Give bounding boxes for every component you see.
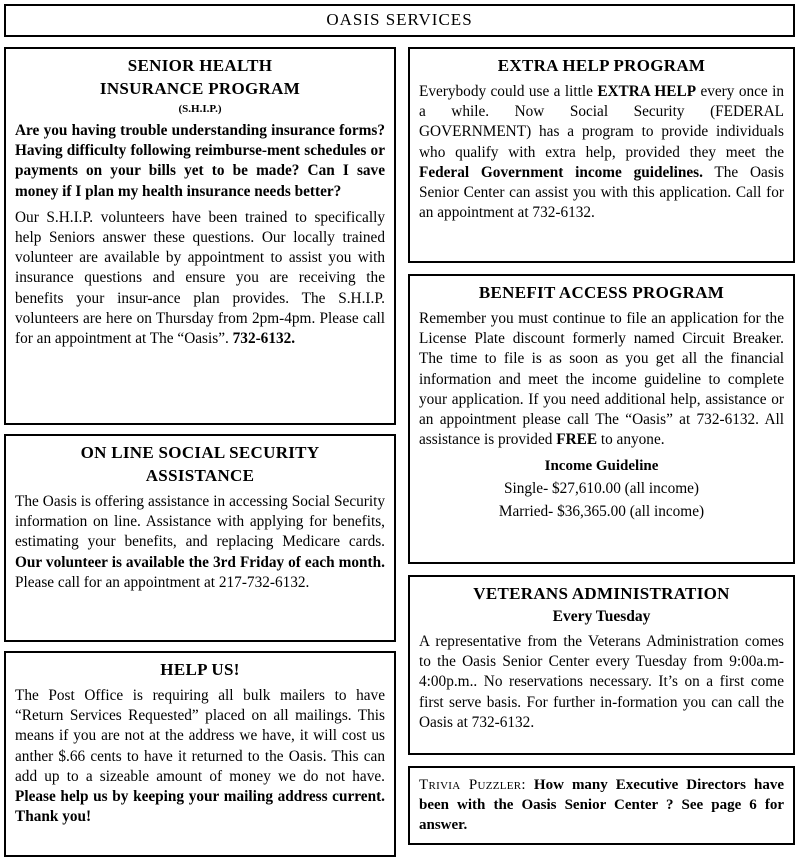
text-run: FREE bbox=[556, 431, 598, 449]
text-run: Are you having trouble understanding insurance forms? Having difficulty following reimburse-ment schedules or payments on your bills yet to be made? Can I save money if I plan my health insurance needs better? bbox=[15, 122, 385, 200]
section-title-extra-help: EXTRA HELP PROGRAM bbox=[497, 56, 706, 75]
section-trivia-puzzler bbox=[408, 766, 795, 845]
extra-help-paragraph bbox=[419, 82, 784, 223]
section-title-veterans: VETERANS ADMINISTRATION bbox=[473, 584, 730, 603]
help-us-paragraph bbox=[15, 686, 385, 827]
trivia-paragraph bbox=[419, 776, 784, 835]
text-run: Everybody could use a little bbox=[419, 83, 598, 100]
section-title-social-security bbox=[15, 443, 385, 486]
title-line-1: ON LINE SOCIAL SECURITY bbox=[80, 443, 320, 462]
benefit-access-paragraph bbox=[419, 309, 784, 450]
income-guideline-single: Single- $27,610.00 (all income) bbox=[504, 480, 699, 498]
veterans-paragraph bbox=[419, 632, 784, 733]
text-run: The Post Office is requiring all bulk mailers to have “Return Services Requested” placed on all mailings. This means if you are not at the address we have, it will cost us anther $.66 cents to have it returned to the Oasis. This can add up to a sizeable amount of money we do not have. bbox=[15, 687, 385, 785]
section-subtitle-ship: (S.H.I.P.) bbox=[178, 103, 222, 115]
right-column bbox=[408, 47, 795, 845]
text-run: Please help us by keeping your mailing address current. Thank you! bbox=[15, 787, 385, 826]
text-run: A representative from the Veterans Administration comes to the Oasis Senior Center every Tuesday from 9:00a.m-4:00p.m.. No reservations necessary. It’s on a first come first serve basis. For further in-formation you can call the Oasis at 732-6132. bbox=[419, 633, 784, 731]
text-run: to anyone. bbox=[597, 431, 665, 449]
content-columns bbox=[4, 47, 795, 857]
income-guideline-married: Married- $36,365.00 (all income) bbox=[498, 503, 705, 521]
page-header bbox=[4, 4, 795, 37]
income-guideline-title: Income Guideline bbox=[544, 458, 659, 475]
section-benefit-access bbox=[408, 274, 795, 564]
section-title-benefit-access: BENEFIT ACCESS PROGRAM bbox=[478, 283, 725, 302]
text-run: every once in a while. Now Social Security (FEDERAL GOVERNMENT) has a program to provide individuals who qualify with extra help, provided they meet the bbox=[419, 83, 784, 161]
section-help-us bbox=[4, 651, 396, 857]
text-run: The Oasis Senior Center can assist you with this application. Call for an appointment at 732-6132. bbox=[419, 163, 784, 222]
text-run: The Oasis is offering assistance in accessing Social Security information on line. Assistance with applying for benefits, estimating your benefits, and replacing Medicare cards. bbox=[15, 493, 385, 551]
text-run: Our volunteer is available the 3rd Friday of each month. bbox=[15, 553, 385, 571]
section-social-security bbox=[4, 434, 396, 642]
text-run: Our S.H.I.P. volunteers have been trained to specifically help Seniors answer these questions. Our locally trained volunteer are available by appointment to assist you with insurance questions and ensure you are receiving the benefits your insur-ance plan provides. The S.H.I.P. volunteers are here on Thursday from 2pm-4pm. Please call for an appointment at The “Oasis”. bbox=[15, 208, 385, 347]
ship-body-paragraph bbox=[15, 208, 385, 349]
social-security-paragraph bbox=[15, 492, 385, 593]
text-run: 732-6132. bbox=[232, 329, 296, 347]
title-line-2: ASSISTANCE bbox=[145, 466, 255, 485]
section-senior-health-insurance bbox=[4, 47, 396, 425]
section-title-ship bbox=[15, 56, 385, 99]
text-run: How many Executive Directors have been with the Oasis Senior Center ? See page 6 for answer. bbox=[419, 777, 784, 833]
section-extra-help bbox=[408, 47, 795, 263]
text-run: Remember you must continue to file an application for the License Plate discount formerly named Circuit Breaker. The time to file is as soon as you get all the financial information and meet the income guideline to complete your application. If you need additional help, assistance or an appointment please call The “Oasis” at 732-6132. All assistance is provided bbox=[419, 310, 784, 449]
ship-intro-paragraph bbox=[15, 121, 385, 202]
veterans-subtitle: Every Tuesday bbox=[552, 608, 651, 625]
text-run: Federal Government income guidelines. bbox=[419, 163, 703, 181]
text-run: Trivia Puzzler: bbox=[419, 777, 526, 793]
section-veterans-administration bbox=[408, 575, 795, 755]
left-column bbox=[4, 47, 396, 857]
title-line-1: SENIOR HEALTH bbox=[127, 56, 273, 75]
page-title: OASIS SERVICES bbox=[326, 10, 473, 29]
title-line-2: INSURANCE PROGRAM bbox=[99, 79, 301, 98]
text-run: EXTRA HELP bbox=[597, 83, 697, 100]
section-title-help-us: HELP US! bbox=[160, 660, 240, 679]
text-run: Please call for an appointment at 217-732-6132. bbox=[15, 573, 310, 591]
